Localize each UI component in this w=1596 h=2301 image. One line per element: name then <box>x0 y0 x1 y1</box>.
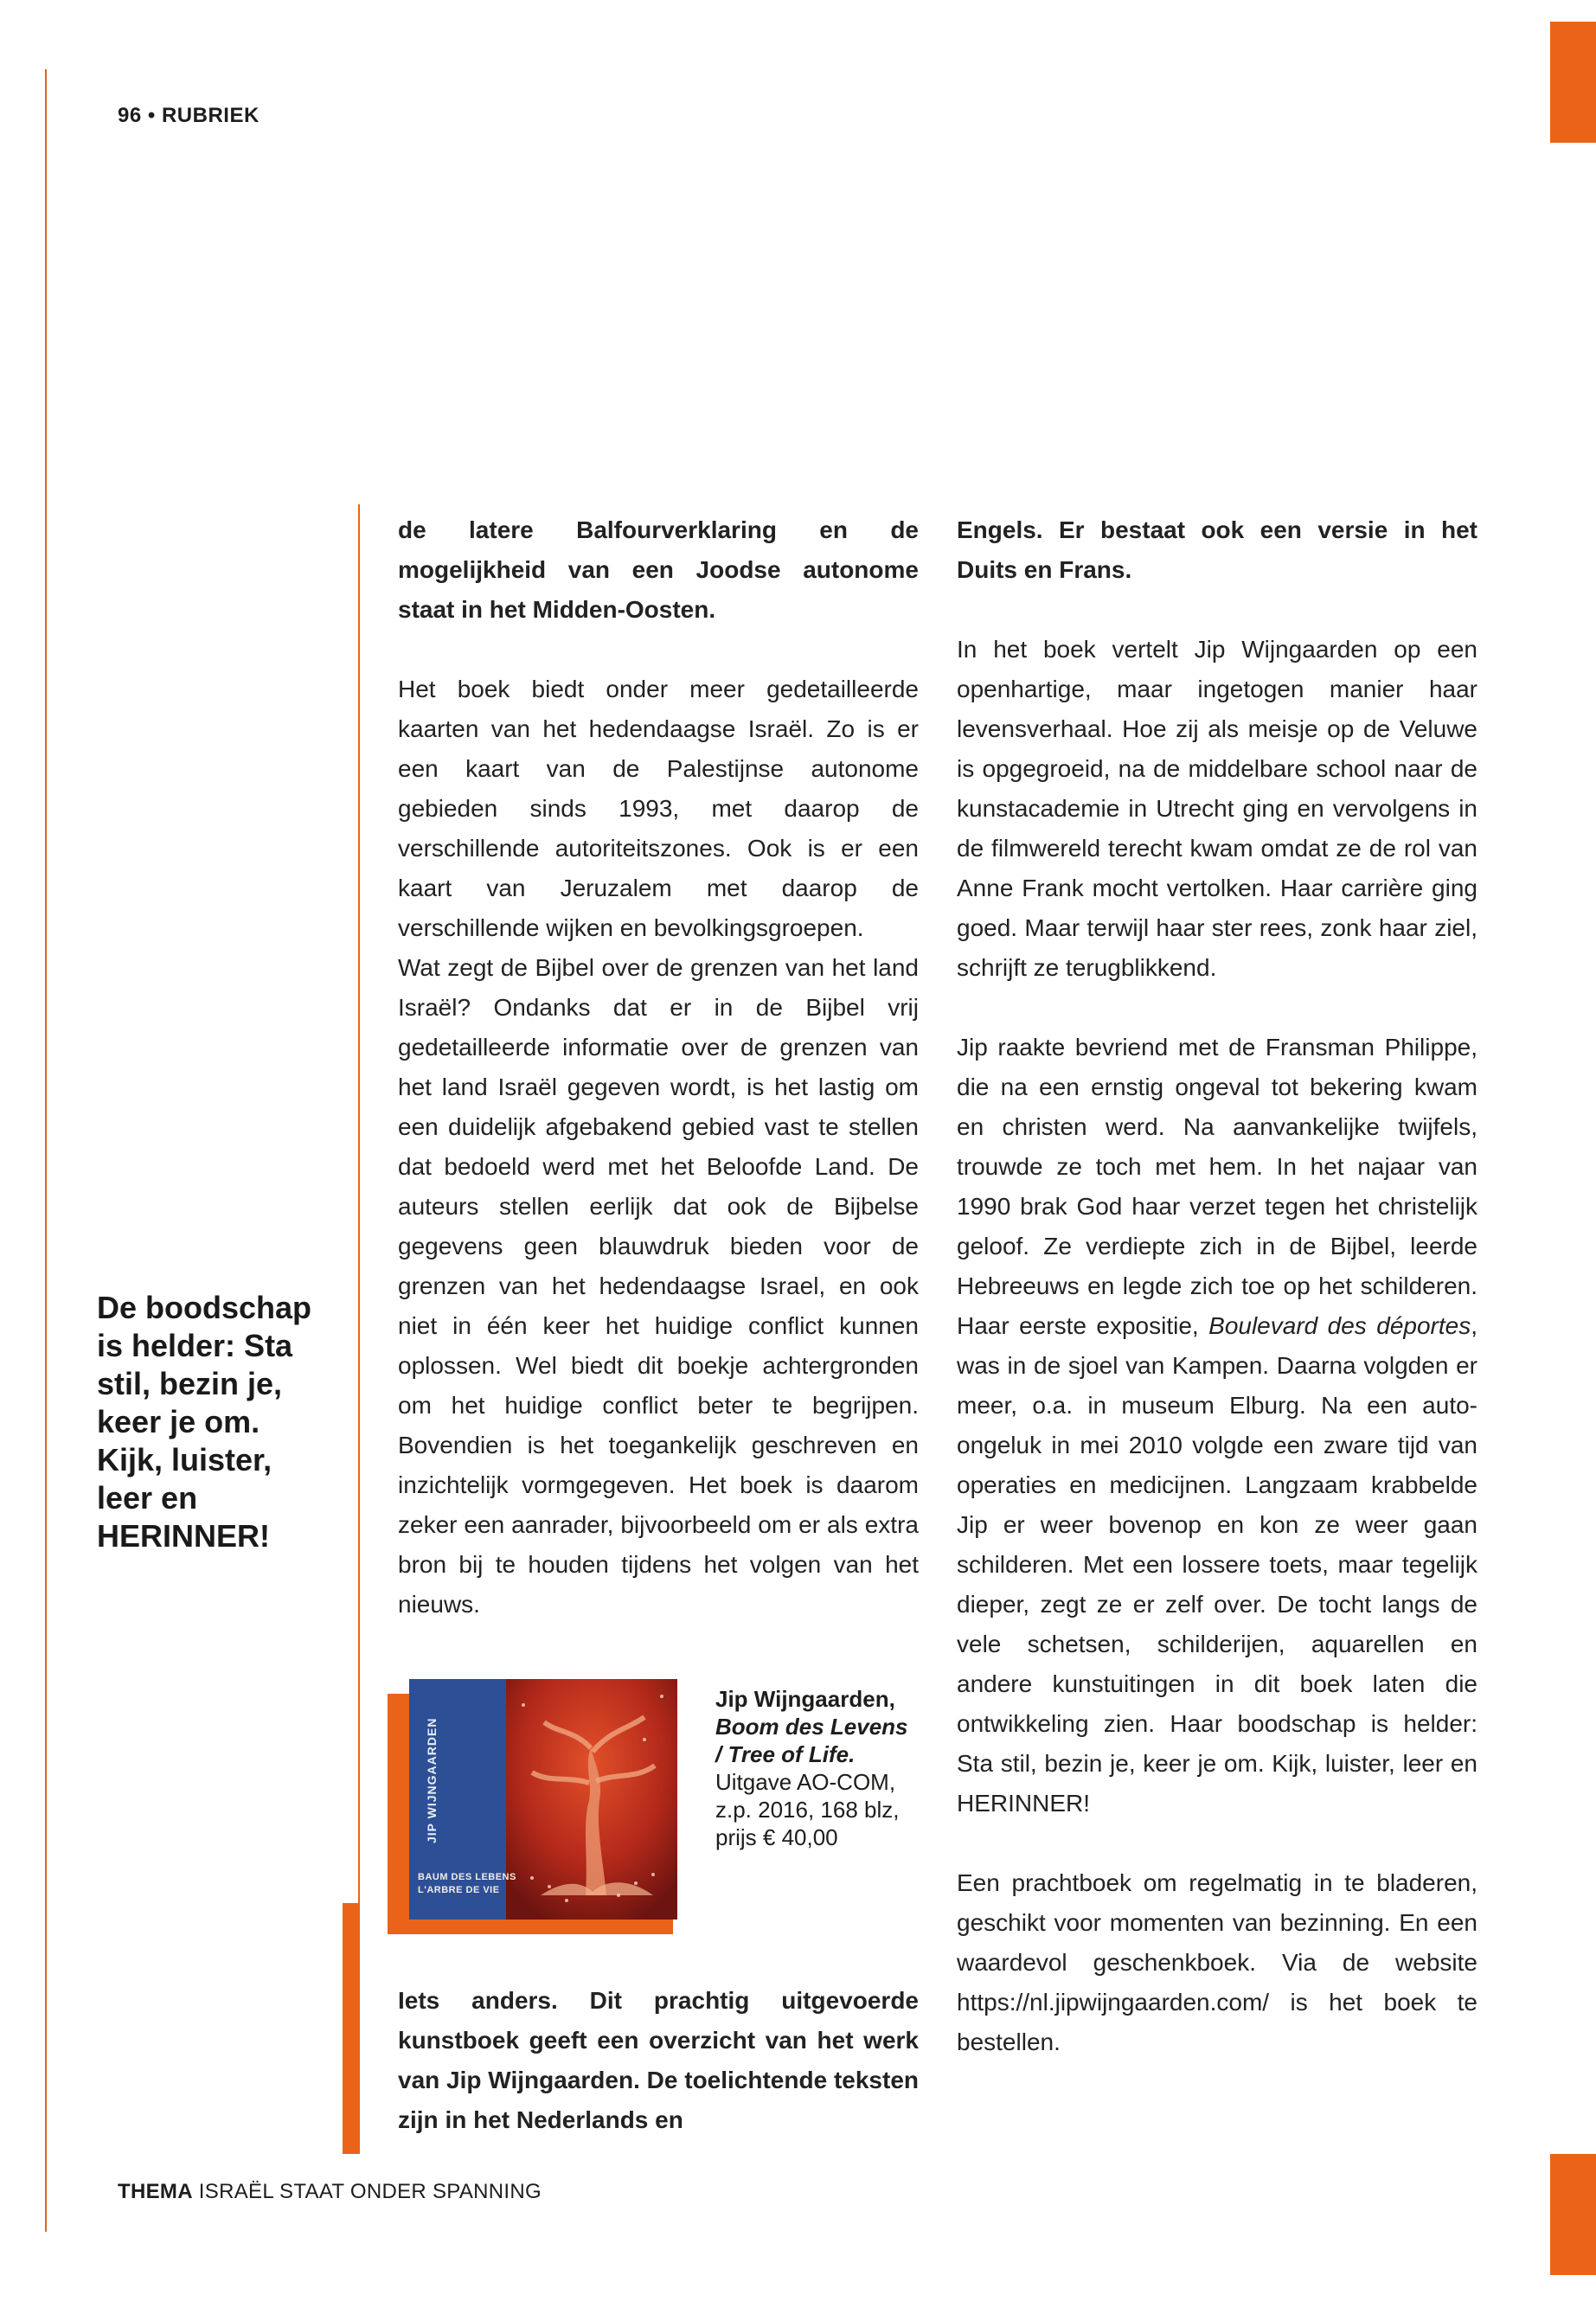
right-paragraph-2-part-2: , was in de sjoel van Kampen. Daarna volgden er meer, o.a. in museum Elburg. Na een auto-ongeluk in mei 2010 volgde een zware tijd van operaties en medicijnen. Langzaam krabbelde Jip er weer bovenop en kon ze weer gaan schilderen. Met een lossere toets, maar tegelijk dieper, zegt ze er zelf over. De tocht langs de vele schetsen, schilderijen, aquarellen en andere kunstuitingen in dit boek laten die ontwikkeling zien. Haar boodschap is helder: Sta stil, bezin je, keer je om. Kijk, luister, leer en HERINNER! <box>957 1312 1478 1817</box>
page-number: 96 <box>118 104 142 127</box>
book-cover-image <box>409 1679 677 1920</box>
book-cover-title-line-2: L'ARBRE DE VIE <box>418 1885 500 1895</box>
book-cover-title <box>418 1871 516 1897</box>
column-divider-bar <box>343 1903 360 2154</box>
right-paragraph-2 <box>957 1028 1477 1823</box>
caption-title-line-2: / Tree of Life. <box>715 1741 856 1767</box>
header-separator: • <box>147 104 156 127</box>
section-label: RUBRIEK <box>161 104 260 127</box>
right-paragraph-2-part-1: Jip raakte bevriend met de Fransman Philippe, die na een ernstig ongeval tot bekering kwam en christen werd. Na aanvankelijke twijfels, trouwde ze toch met hem. In het najaar van 1990 brak God haar verzet tegen het christelijk geloof. Ze verdiepte zich in de Bijbel, leerde Hebreeuws en legde zich toe op het schilderen. Haar eerste expositie, <box>957 1034 1477 1339</box>
orange-page-tab-bottom <box>1550 2154 1596 2275</box>
left-paragraph-2: Wat zegt de Bijbel over de grenzen van het land Israël? Ondanks dat er in de Bijbel vrij gedetailleerde informatie over de grenzen van het land Israël gegeven wordt, is het lastig om een duidelijk afgebakend gebied vast te stellen dat bedoeld werd met het Beloofde Land. De auteurs stellen eerlijk dat ook de Bijbelse gegevens geen blauwdruk bieden voor de grenzen van het hedendaagse Israel, en ook niet in één keer het huidige conflict kunnen oplossen. Wel biedt dit boekje achtergronden om het huidige conflict beter te begrijpen. Bovendien is het toegankelijk geschreven en inzichtelijk vormgegeven. Het boek is daarom zeker een aanrader, bijvoorbeeld om er als extra bron bij te houden tijdens het volgen van het nieuws. <box>398 954 919 1618</box>
right-paragraph-3: Een prachtboek om regelmatig in te bladeren, geschikt voor momenten van bezinning. En een waardevol geschenkboek. Via de website https://nl.jipwijngaarden.com/ is het boek te bestellen. <box>957 1869 1477 2055</box>
left-bottom-bold: Iets anders. Dit prachtig uitgevoerde kunstboek geeft een overzicht van het werk van Jip Wijngaarden. De toelichtende teksten zijn in het Nederlands en <box>398 1987 919 2133</box>
left-column <box>398 510 919 1625</box>
tree-painting <box>506 1679 677 1920</box>
pull-quote: De boodschap is helder: Sta stil, bezin je, keer je om. Kijk, luister, leer en HERINNER! <box>97 1290 312 1554</box>
page-header <box>118 104 260 128</box>
footer-theme-label: THEMA <box>118 2180 193 2203</box>
left-column-bottom <box>398 1981 919 2140</box>
caption-author: Jip Wijngaarden, <box>715 1686 895 1712</box>
caption-title-line-1: Boom des Levens <box>715 1714 908 1740</box>
page-footer <box>118 2180 542 2204</box>
caption-price: prijs € 40,00 <box>715 1824 838 1850</box>
book-caption <box>715 1685 923 1851</box>
orange-page-tab-top <box>1550 22 1596 143</box>
book-cover-title-line-1: BAUM DES LEBENS <box>418 1872 516 1882</box>
book-spine-title: JIP WIJNGAARDEN <box>425 1717 439 1843</box>
left-intro-bold: de latere Balfourverklaring en de mogelijkheid van een Joodse autonome staat in het Midden-Oosten. <box>398 516 919 623</box>
left-paragraph-1: Het boek biedt onder meer gedetailleerde kaarten van het hedendaagse Israël. Zo is er een kaart van de Palestijnse autonome gebieden sinds 1993, met daarop de verschillende autoriteitszones. Ook is er een kaart van Jeruzalem met daarop de verschillende wijken en bevolkingsgroepen. <box>398 676 919 941</box>
right-column <box>957 510 1477 2062</box>
caption-details: z.p. 2016, 168 blz, <box>715 1797 900 1823</box>
right-paragraph-1: In het boek vertelt Jip Wijngaarden op een openhartige, maar ingetogen manier haar levensverhaal. Hoe zij als meisje op de Veluwe is opgegroeid, na de middelbare school naar de kunstacademie in Utrecht ging en vervolgens in de filmwereld terecht kwam omdat ze de rol van Anne Frank mocht vertolken. Haar carrière ging goed. Maar terwijl haar ster rees, zonk haar ziel, schrijft ze terugblikkend. <box>957 636 1477 981</box>
column-divider-line <box>358 504 360 1906</box>
footer-theme-title: ISRAËL STAAT ONDER SPANNING <box>198 2180 542 2203</box>
right-intro-bold: Engels. Er bestaat ook een versie in het Duits en Frans. <box>957 516 1477 583</box>
exposition-title: Boulevard des déportes <box>1208 1312 1471 1339</box>
caption-publisher: Uitgave AO-COM, <box>715 1769 896 1795</box>
margin-rule <box>45 69 47 2232</box>
